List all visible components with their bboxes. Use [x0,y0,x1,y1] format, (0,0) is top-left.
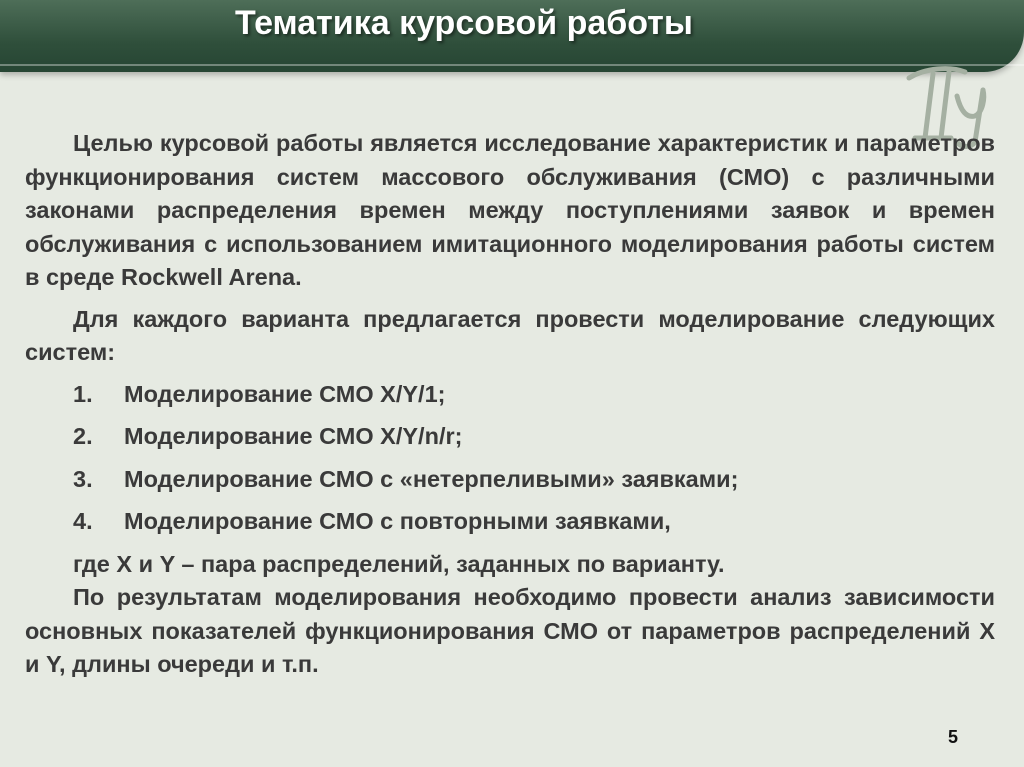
list-item [25,505,995,539]
systems-list [25,378,995,539]
distribution-note: где X и Y – пара распределений, заданных по варианту. [73,550,725,577]
analysis-paragraph: По результатам моделирования необходимо провести анализ зависимости основных показателей функционирования СМО от параметров распределений X и Y, длины очереди и т.п. [25,584,995,677]
list-item [25,463,995,497]
list-number: 3. [73,465,93,492]
list-number: 4. [73,508,93,534]
slide-body [25,127,995,682]
list-number: 2. [73,423,93,449]
title-bar [0,0,1024,72]
list-item [25,420,995,454]
list-number: 1. [73,380,93,407]
intro-paragraph: Для каждого варианта предлагается провести моделирование следующих систем: [25,305,995,365]
list-text: Моделирование СМО X/Y/1; [124,380,446,407]
slide-title: Тематика курсовой работы [235,4,693,42]
list-text: Моделирование СМО с повторными заявками, [124,508,671,534]
list-text: Моделирование СМО X/Y/n/r; [124,423,463,449]
list-item [25,378,995,412]
page-number: 5 [948,727,959,747]
list-text: Моделирование СМО с «нетерпеливыми» заявками; [124,465,739,492]
goal-paragraph: Целью курсовой работы является исследование характеристик и параметров функционирования систем массового обслуживания (СМО) с различными законами распределения времен между поступлениями заявок и времен обслуживания с использованием имитационного моделирования работы систем в среде Rockwell Arena. [25,130,995,290]
